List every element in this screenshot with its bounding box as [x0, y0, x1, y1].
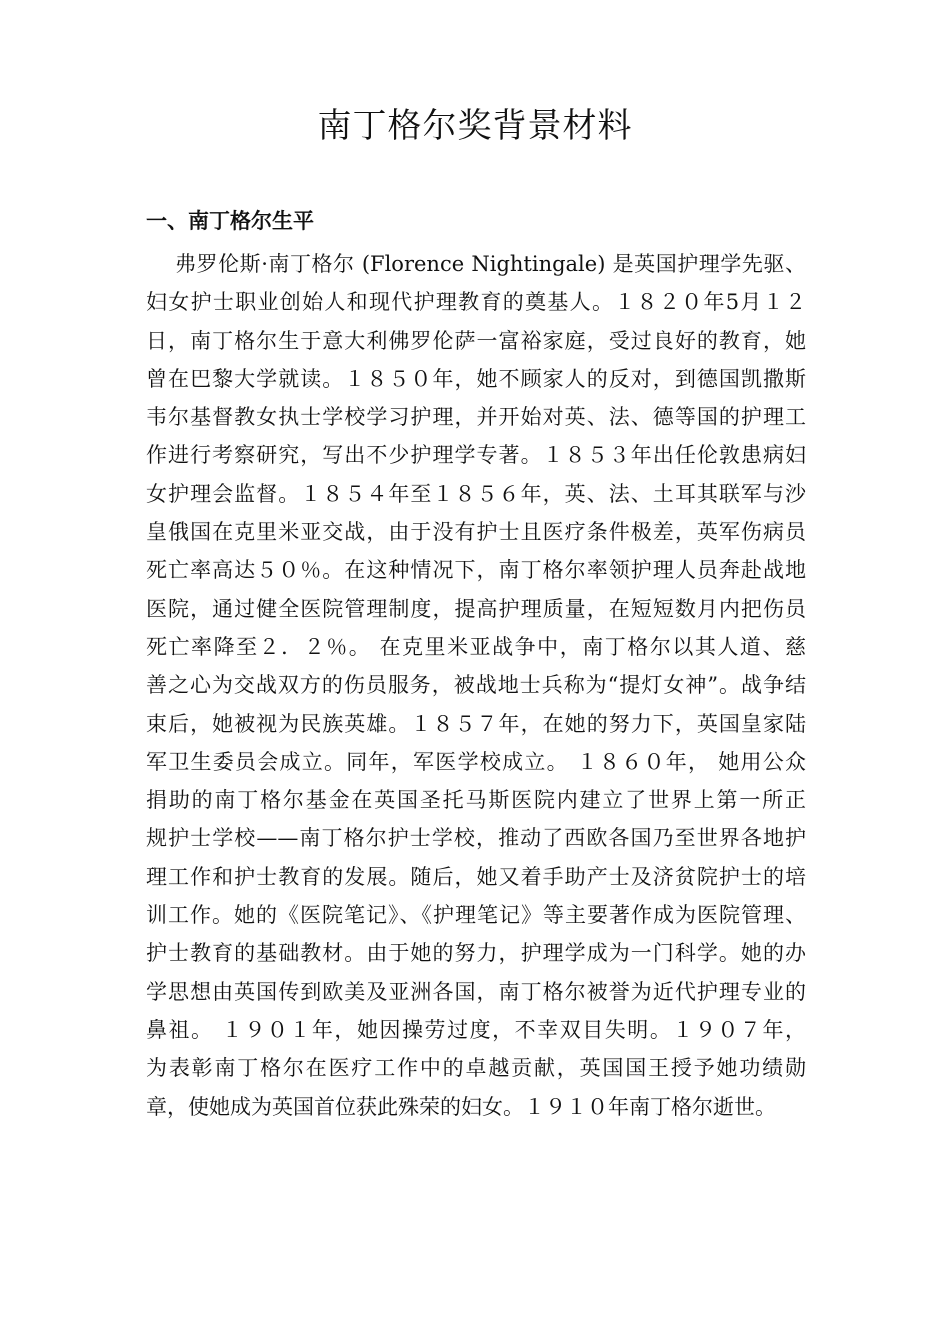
paragraph-line: 作进行考察研究，写出不少护理学专著。１８５３年出任伦敦患病妇 — [146, 443, 806, 468]
paragraph-line: 束后，她被视为民族英雄。１８５７年，在她的努力下，英国皇家陆 — [146, 711, 806, 736]
paragraph-line: 死亡率降至２．２％。 在克里米亚战争中，南丁格尔以其人道、慈 — [146, 634, 806, 659]
paragraph-line: 弗罗伦斯·南丁格尔 (Florence Nightingale) 是英国护理学先驱、 — [175, 252, 806, 276]
paragraph-line: 学思想由英国传到欧美及亚洲各国，南丁格尔被誉为近代护理专业的 — [146, 979, 806, 1004]
body-paragraph — [146, 245, 806, 1126]
section-heading: 一、南丁格尔生平 — [146, 209, 314, 233]
paragraph-line: 军卫生委员会成立。同年，军医学校成立。 １８６０年， 她用公众 — [146, 749, 806, 774]
document-title: 南丁格尔奖背景材料 — [317, 106, 633, 146]
paragraph-line: 皇俄国在克里米亚交战，由于没有护士且医疗条件极差，英军伤病员 — [146, 520, 806, 545]
paragraph-line: 理工作和护士教育的发展。随后，她又着手助产士及济贫院护士的培 — [146, 864, 806, 889]
paragraph-line: 曾在巴黎大学就读。１８５０年，她不顾家人的反对，到德国凯撒斯 — [146, 366, 806, 391]
paragraph-line: 女护理会监督。１８５４年至１８５６年，英、法、土耳其联军与沙 — [146, 481, 806, 506]
paragraph-line: 死亡率高达５０％。在这种情况下，南丁格尔率领护理人员奔赴战地 — [146, 558, 806, 583]
paragraph-line: 医院，通过健全医院管理制度，提高护理质量，在短短数月内把伤员 — [146, 596, 806, 621]
paragraph-line: 善之心为交战双方的伤员服务，被战地士兵称为“提灯女神”。战争结 — [146, 673, 806, 698]
paragraph-line: 训工作。她的《医院笔记》、《护理笔记》等主要著作成为医院管理、 — [146, 903, 806, 928]
paragraph-line: 妇女护士职业创始人和现代护理教育的奠基人。１８２０年5月１２ — [146, 290, 806, 315]
paragraph-line: 护士教育的基础教材。由于她的努力，护理学成为一门科学。她的办 — [146, 941, 806, 966]
paragraph-line: 章，使她成为英国首位获此殊荣的妇女。１９１０年南丁格尔逝世。 — [146, 1094, 776, 1119]
paragraph-line: 日，南丁格尔生于意大利佛罗伦萨一富裕家庭，受过良好的教育，她 — [146, 328, 806, 353]
paragraph-line: 为表彰南丁格尔在医疗工作中的卓越贡献，英国国王授予她功绩勋 — [146, 1056, 806, 1081]
paragraph-line: 规护士学校——南丁格尔护士学校，推动了西欧各国乃至世界各地护 — [146, 826, 806, 851]
paragraph-line: 鼻祖。 １９０１年，她因操劳过度，不幸双目失明。１９０７年， — [146, 1017, 806, 1042]
paragraph-line: 韦尔基督教女执士学校学习护理，并开始对英、法、德等国的护理工 — [146, 405, 806, 430]
paragraph-line: 捐助的南丁格尔基金在英国圣托马斯医院内建立了世界上第一所正 — [146, 788, 806, 813]
